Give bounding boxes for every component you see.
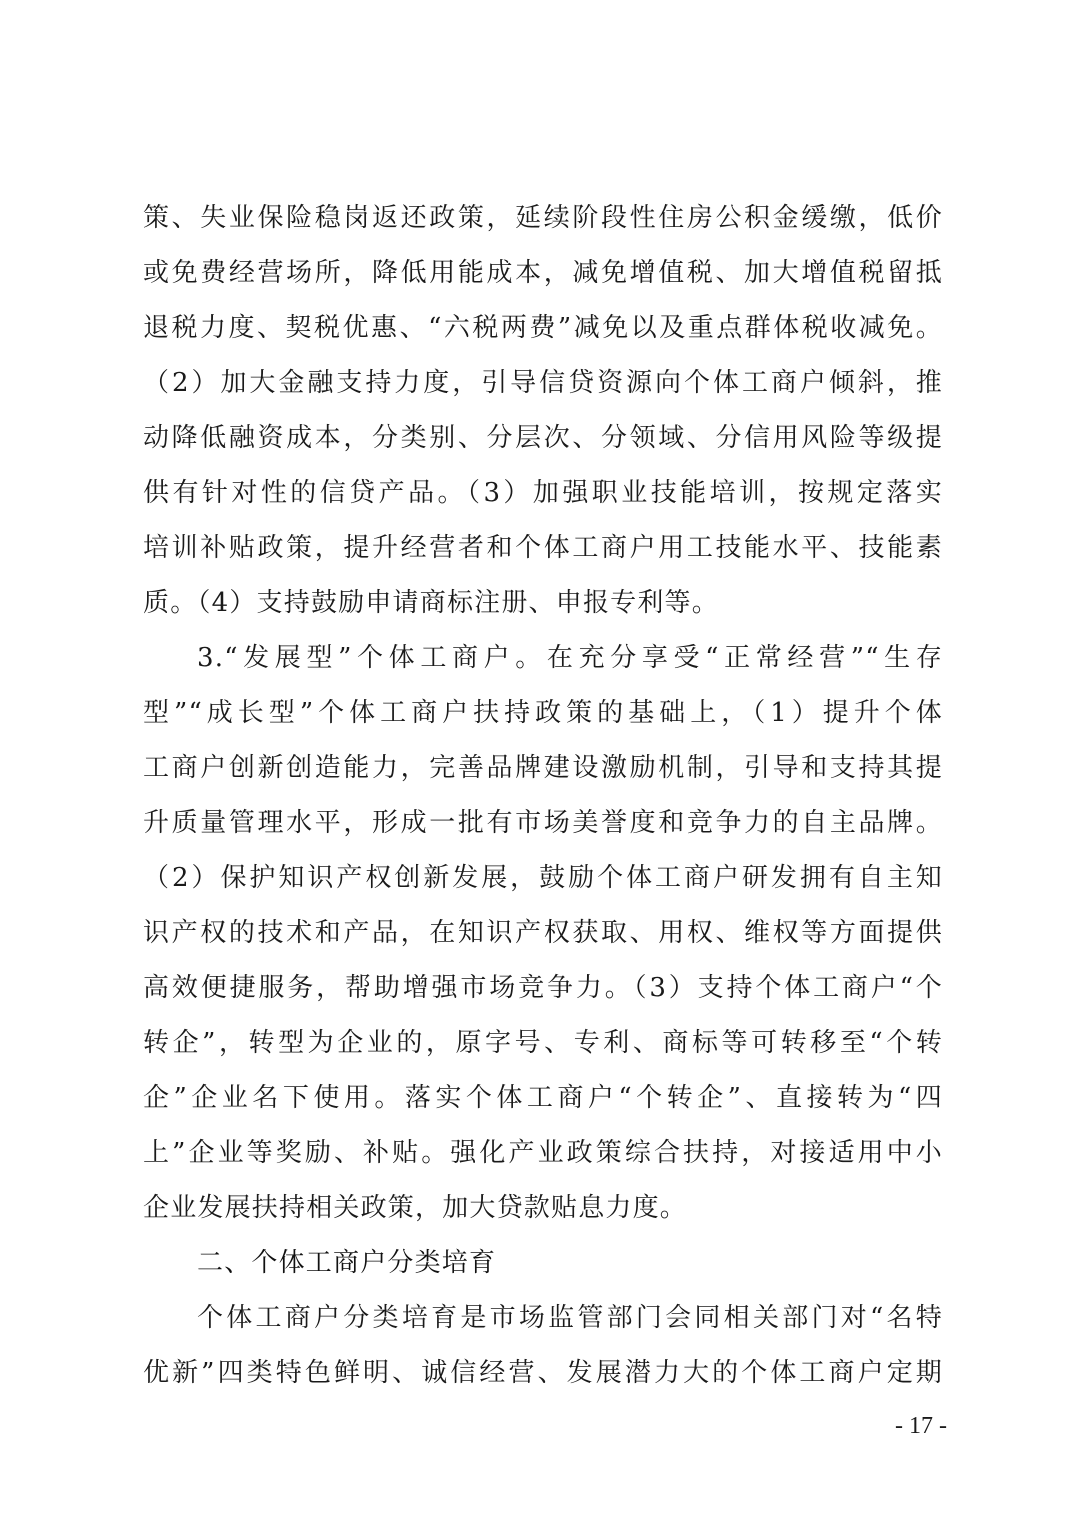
paragraph-line: 培训补贴政策，提升经营者和个体工商户用工技能水平、技能素 xyxy=(143,533,943,563)
paragraph-line: 型”“成长型”个体工商户扶持政策的基础上，（1）提升个体 xyxy=(143,698,943,728)
paragraph-line: 企”企业名下使用。落实个体工商户“个转企”、直接转为“四 xyxy=(143,1083,943,1113)
paragraph-line: 或免费经营场所，降低用能成本，减免增值税、加大增值税留抵 xyxy=(143,258,943,288)
paragraph-line: 上”企业等奖励、补贴。强化产业政策综合扶持，对接适用中小 xyxy=(143,1138,943,1168)
paragraph-line: （2）加大金融支持力度，引导信贷资源向个体工商户倾斜，推 xyxy=(143,368,943,398)
page-number: - 17 - xyxy=(895,1413,947,1439)
paragraph-line: 工商户创新创造能力，完善品牌建设激励机制，引导和支持其提 xyxy=(143,753,943,783)
paragraph-line: 高效便捷服务，帮助增强市场竞争力。（3）支持个体工商户“个 xyxy=(143,973,943,1003)
paragraph-line: 供有针对性的信贷产品。（3）加强职业技能培训，按规定落实 xyxy=(143,478,943,508)
paragraph-line: 动降低融资成本，分类别、分层次、分领域、分信用风险等级提 xyxy=(143,423,943,453)
paragraph-line: 转企”，转型为企业的，原字号、专利、商标等可转移至“个转 xyxy=(143,1028,943,1058)
paragraph-line: 质。（4）支持鼓励申请商标注册、申报专利等。 xyxy=(143,588,719,618)
paragraph-line: 企业发展扶持相关政策，加大贷款贴息力度。 xyxy=(143,1193,688,1223)
paragraph-line: 3.“发展型”个体工商户。在充分享受“正常经营”“生存 xyxy=(197,643,943,673)
paragraph-line: （2）保护知识产权创新发展，鼓励个体工商户研发拥有自主知 xyxy=(143,863,943,893)
section-heading: 二、个体工商户分类培育 xyxy=(197,1248,497,1278)
paragraph-line: 升质量管理水平，形成一批有市场美誉度和竞争力的自主品牌。 xyxy=(143,808,943,838)
paragraph-line: 策、失业保险稳岗返还政策，延续阶段性住房公积金缓缴，低价 xyxy=(143,203,943,233)
paragraph-line: 优新”四类特色鲜明、诚信经营、发展潜力大的个体工商户定期 xyxy=(143,1358,943,1388)
paragraph-line: 识产权的技术和产品，在知识产权获取、用权、维权等方面提供 xyxy=(143,918,943,948)
paragraph-line: 退税力度、契税优惠、“六税两费”减免以及重点群体税收减免。 xyxy=(143,313,943,343)
paragraph-line: 个体工商户分类培育是市场监管部门会同相关部门对“名特 xyxy=(197,1303,943,1333)
